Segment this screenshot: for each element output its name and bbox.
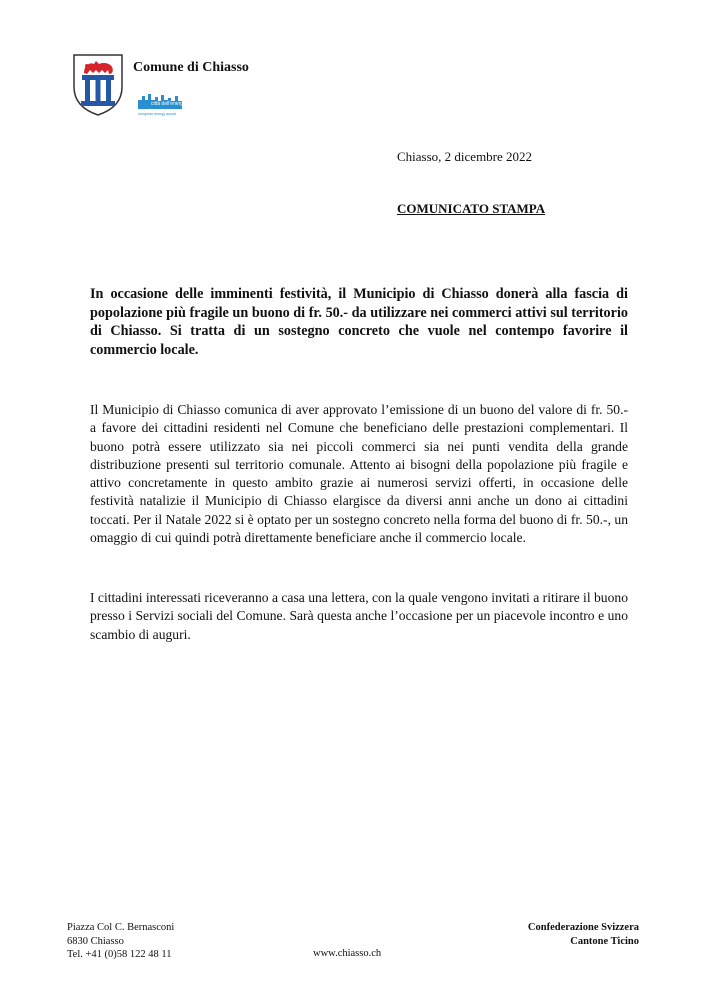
energy-logo-line1: città dell'energia — [151, 101, 187, 107]
body-paragraph-2: I cittadini interessati riceveranno a casa una lettera, con la quale vengono invitati a ritirare il buono presso i Servizi sociali del Comune. Sarà questa anche l’occasione per un piacevole incontro e uno scambio di auguri. — [90, 590, 628, 642]
chiasso-coat-of-arms-icon — [72, 53, 124, 117]
town-name: Comune di Chiasso — [133, 60, 249, 75]
footer-address-line2: 6830 Chiasso — [67, 935, 124, 947]
footer-right-line1: Confederazione Svizzera — [527, 922, 639, 933]
footer-website: www.chiasso.ch — [313, 948, 382, 959]
body-paragraph-1: Il Municipio di Chiasso comunica di aver approvato l’emissione di un buono del valore di fr. 50.- a favore dei cittadini residenti nel Comune che beneficiano delle prestazioni complementari. Il buono potrà essere utilizzato sia nei piccoli commerci sia nei punti vendita della grande distribuzione presenti sul territorio comunale. Attento ai bisogni della popolazione più fragile e attivo concretamente in questo ambito grazie ai numerosi servizi offerti, in occasione delle festività natalizie il Municipio di Chiasso elargisce da diversi anni anche un dono ai cittadini toccati. Per il Natale 2022 si è optato per un sostegno concreto nella forma del buono di fr. 50.-, un omaggio di cui quindi potrà direttamente beneficiare anche il commercio locale. — [90, 402, 628, 546]
footer-right-line2: Cantone Ticino — [570, 935, 639, 947]
citta-dell-energia-logo — [137, 92, 187, 118]
lead-paragraph: In occasione delle imminenti festività, il Municipio di Chiasso donerà alla fascia di popolazione più fragile un buono di fr. 50.- da utilizzare nei commerci attivi sul territorio di Chiasso. Si tratta di un sostegno concreto che vuole nel contempo favorire il commercio locale. — [90, 286, 628, 358]
footer-phone: Tel. +41 (0)58 122 48 11 — [67, 949, 172, 960]
footer-confederation — [528, 921, 639, 948]
footer-address-line1: Piazza Col C. Bernasconi — [67, 922, 175, 933]
energy-logo-line2: european energy award — [138, 112, 176, 116]
footer-address — [67, 921, 174, 962]
document-heading: COMUNICATO STAMPA — [397, 201, 546, 216]
letter-date: Chiasso, 2 dicembre 2022 — [397, 149, 533, 164]
